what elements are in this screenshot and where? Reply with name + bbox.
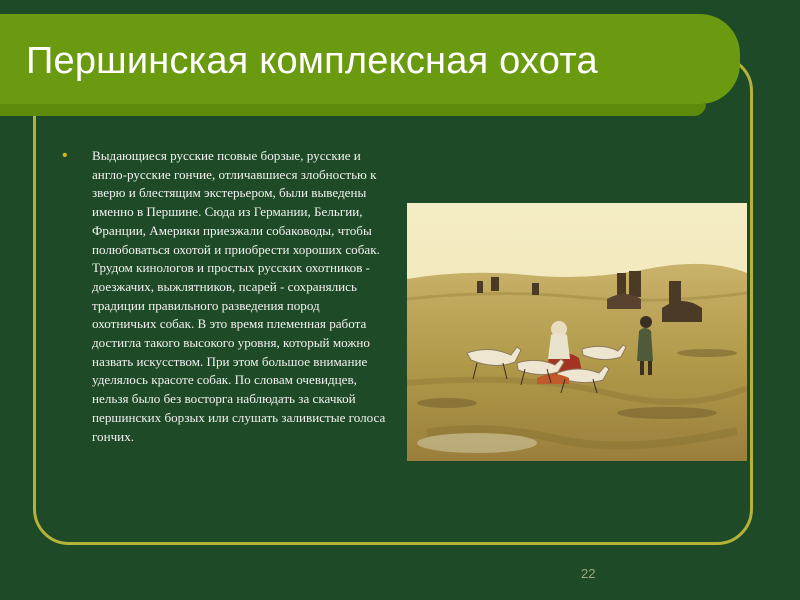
title-bar-shadow <box>0 104 706 116</box>
slide-title: Першинская комплексная охота <box>26 40 598 82</box>
bullet-text: Выдающиеся русские псовые борзые, русские и англо-русские гончие, отличавшиеся злобностью к зверю и блестящим экстерьером, были выведены именно в Першине. Сюда из Германии, Бельгии, Франции, Америки приезжали собаководы, чтобы полюбоваться охотой и приобрести хороших собак. Трудом кинологов и простых русских охотников - доезжачих, выжлятников, псарей - сохранялись традиции правильного разведения пород охотничьих собак. В это время племенная работа достигла такого высокого уровня, который можно назвать искусством. При этом большое внимание уделялось красоте собак. По словам очевидцев, нельзя было без восторга наблюдать за скачкой першинских борзых или слушать заливистые голоса гончих. <box>92 148 386 444</box>
hunting-painting <box>407 203 747 461</box>
bullet-dot-icon: • <box>62 147 68 164</box>
page-number: 22 <box>581 566 596 581</box>
hunting-painting-image <box>407 203 747 461</box>
